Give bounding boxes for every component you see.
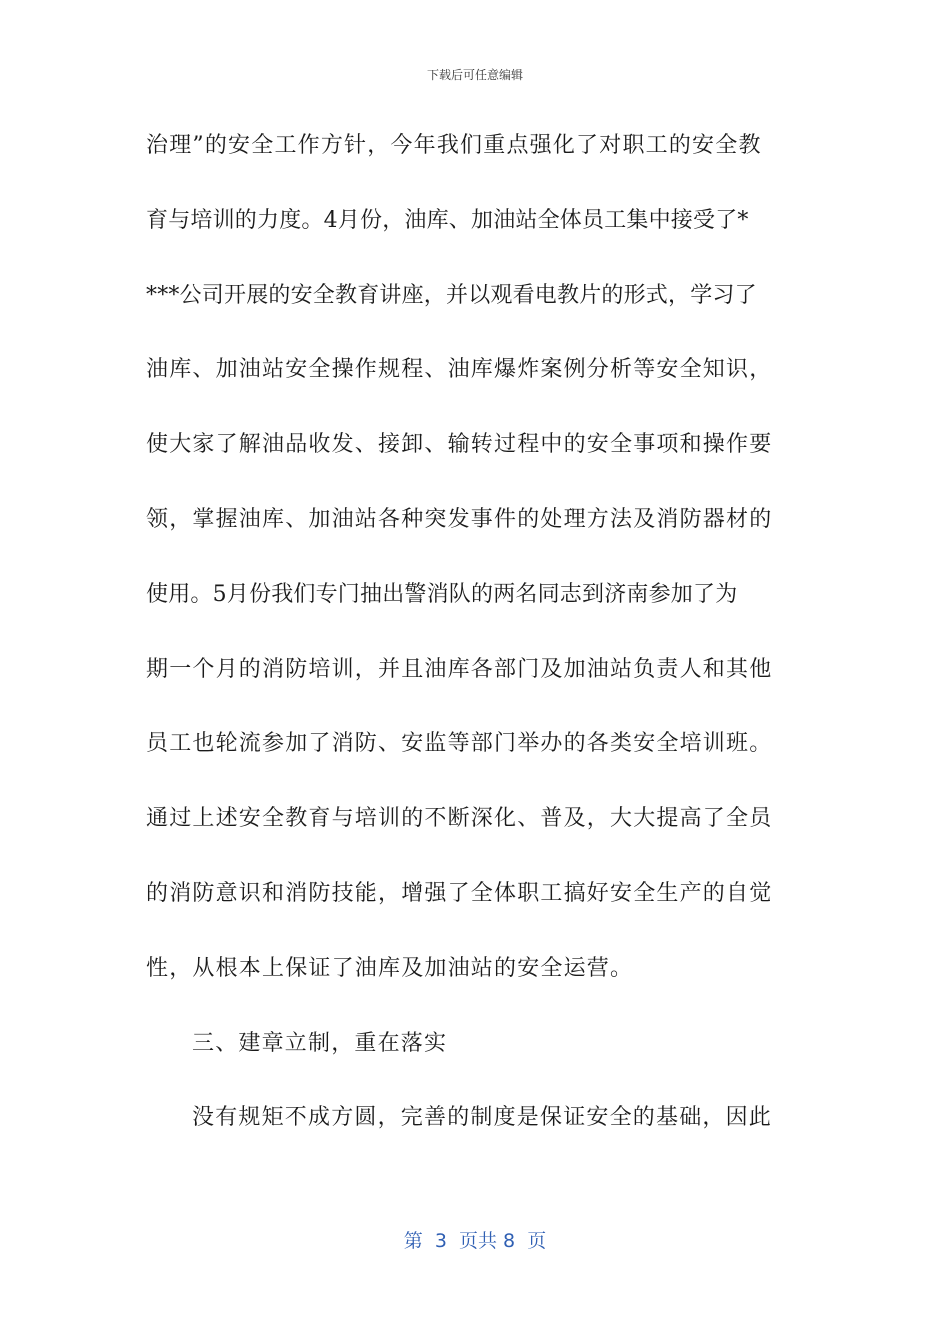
body-line: 使大家了解油品收发、接卸、输转过程中的安全事项和操作要 [146,432,773,458]
body-line: 员工也轮流参加了消防、安监等部门举办的各类安全培训班。 [146,731,773,757]
body-line: 领，掌握油库、加油站各种突发事件的处理方法及消防器材的 [146,506,773,532]
body-line: ***公司开展的安全教育讲座，并以观看电教片的形式，学习了 [146,282,757,308]
body-line: 的消防意识和消防技能，增强了全体职工搞好安全生产的自觉 [146,880,773,906]
page-number-footer: 第 3 页共 8 页 [403,1230,547,1252]
body-line: 使用。5月份我们专门抽出警消队的两名同志到济南参加了为 [146,581,738,607]
body-line: 没有规矩不成方圆，完善的制度是保证安全的基础，因此 [192,1105,773,1131]
body-line: 通过上述安全教育与培训的不断深化、普及，大大提高了全员 [146,806,773,832]
header-note: 下载后可任意编辑 [426,68,523,82]
body-line: 育与培训的力度。4月份，油库、加油站全体员工集中接受了* [146,207,749,233]
body-line: 性，从根本上保证了油库及加油站的安全运营。 [146,955,634,981]
document-body [146,118,806,1165]
body-line: 油库、加油站安全操作规程、油库爆炸案例分析等安全知识， [146,357,773,383]
body-line: 治理”的安全工作方针，今年我们重点强化了对职工的安全教 [146,133,762,158]
body-line: 期一个月的消防培训，并且油库各部门及加油站负责人和其他 [146,656,773,682]
section-heading: 三、建章立制，重在落实 [192,1030,448,1056]
